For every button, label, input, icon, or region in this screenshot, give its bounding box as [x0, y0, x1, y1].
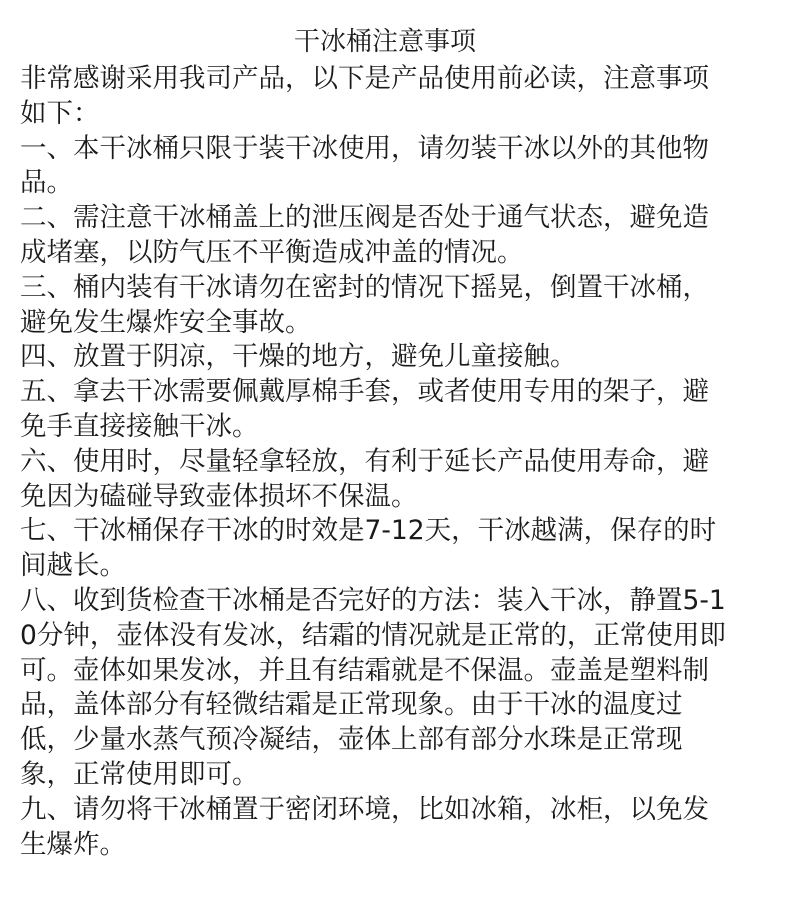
text-line: 三、桶内装有干冰请勿在密封的情况下摇晃，倒置干冰桶， — [20, 271, 709, 303]
text-line: 免手直接接触干冰。 — [20, 410, 259, 442]
text-line: 成堵塞，以防气压不平衡造成冲盖的情况。 — [20, 236, 524, 268]
text-line: 间越长。 — [20, 550, 126, 582]
text-line: 五、拿去干冰需要佩戴厚棉手套，或者使用专用的架子，避 — [20, 376, 709, 408]
text-line: 可。壶体如果发冰，并且有结霜就是不保温。壶盖是塑料制 — [20, 654, 709, 686]
text-line: 生爆炸。 — [20, 828, 126, 860]
text-line: 如下： — [20, 97, 100, 129]
text-line: 七、干冰桶保存干冰的时效是7-12天，干冰越满，保存的时 — [20, 515, 717, 547]
text-line: 四、放置于阴凉，干燥的地方，避免儿童接触。 — [20, 341, 577, 373]
text-line: 品，盖体部分有轻微结霜是正常现象。由于干冰的温度过 — [20, 689, 683, 721]
text-line: 0分钟，壶体没有发冰，结霜的情况就是正常的，正常使用即 — [20, 619, 726, 651]
text-line: 六、使用时，尽量轻拿轻放，有利于延长产品使用寿命，避 — [20, 445, 709, 477]
text-line: 非常感谢采用我司产品，以下是产品使用前必读，注意事项 — [20, 63, 709, 94]
text-line: 避免发生爆炸安全事故。 — [20, 306, 312, 338]
text-line: 八、收到货检查干冰桶是否完好的方法：装入干冰，静置5-1 — [20, 584, 726, 616]
text-line: 一、本干冰桶只限于装干冰使用，请勿装干冰以外的其他物 — [20, 132, 709, 164]
text-line: 低，少量水蒸气预冷凝结，壶体上部有部分水珠是正常现 — [20, 724, 683, 756]
text-line: 品。 — [20, 167, 73, 199]
text-line: 免因为磕碰导致壶体损坏不保温。 — [20, 480, 418, 512]
text-line: 象，正常使用即可。 — [20, 758, 259, 790]
notice-document — [20, 22, 770, 862]
text-line: 二、需注意干冰桶盖上的泄压阀是否处于通气状态，避免造 — [20, 202, 709, 234]
document-title: 干冰桶注意事项 — [293, 27, 476, 57]
text-line: 九、请勿将干冰桶置于密闭环境，比如冰箱，冰柜，以免发 — [20, 793, 709, 825]
